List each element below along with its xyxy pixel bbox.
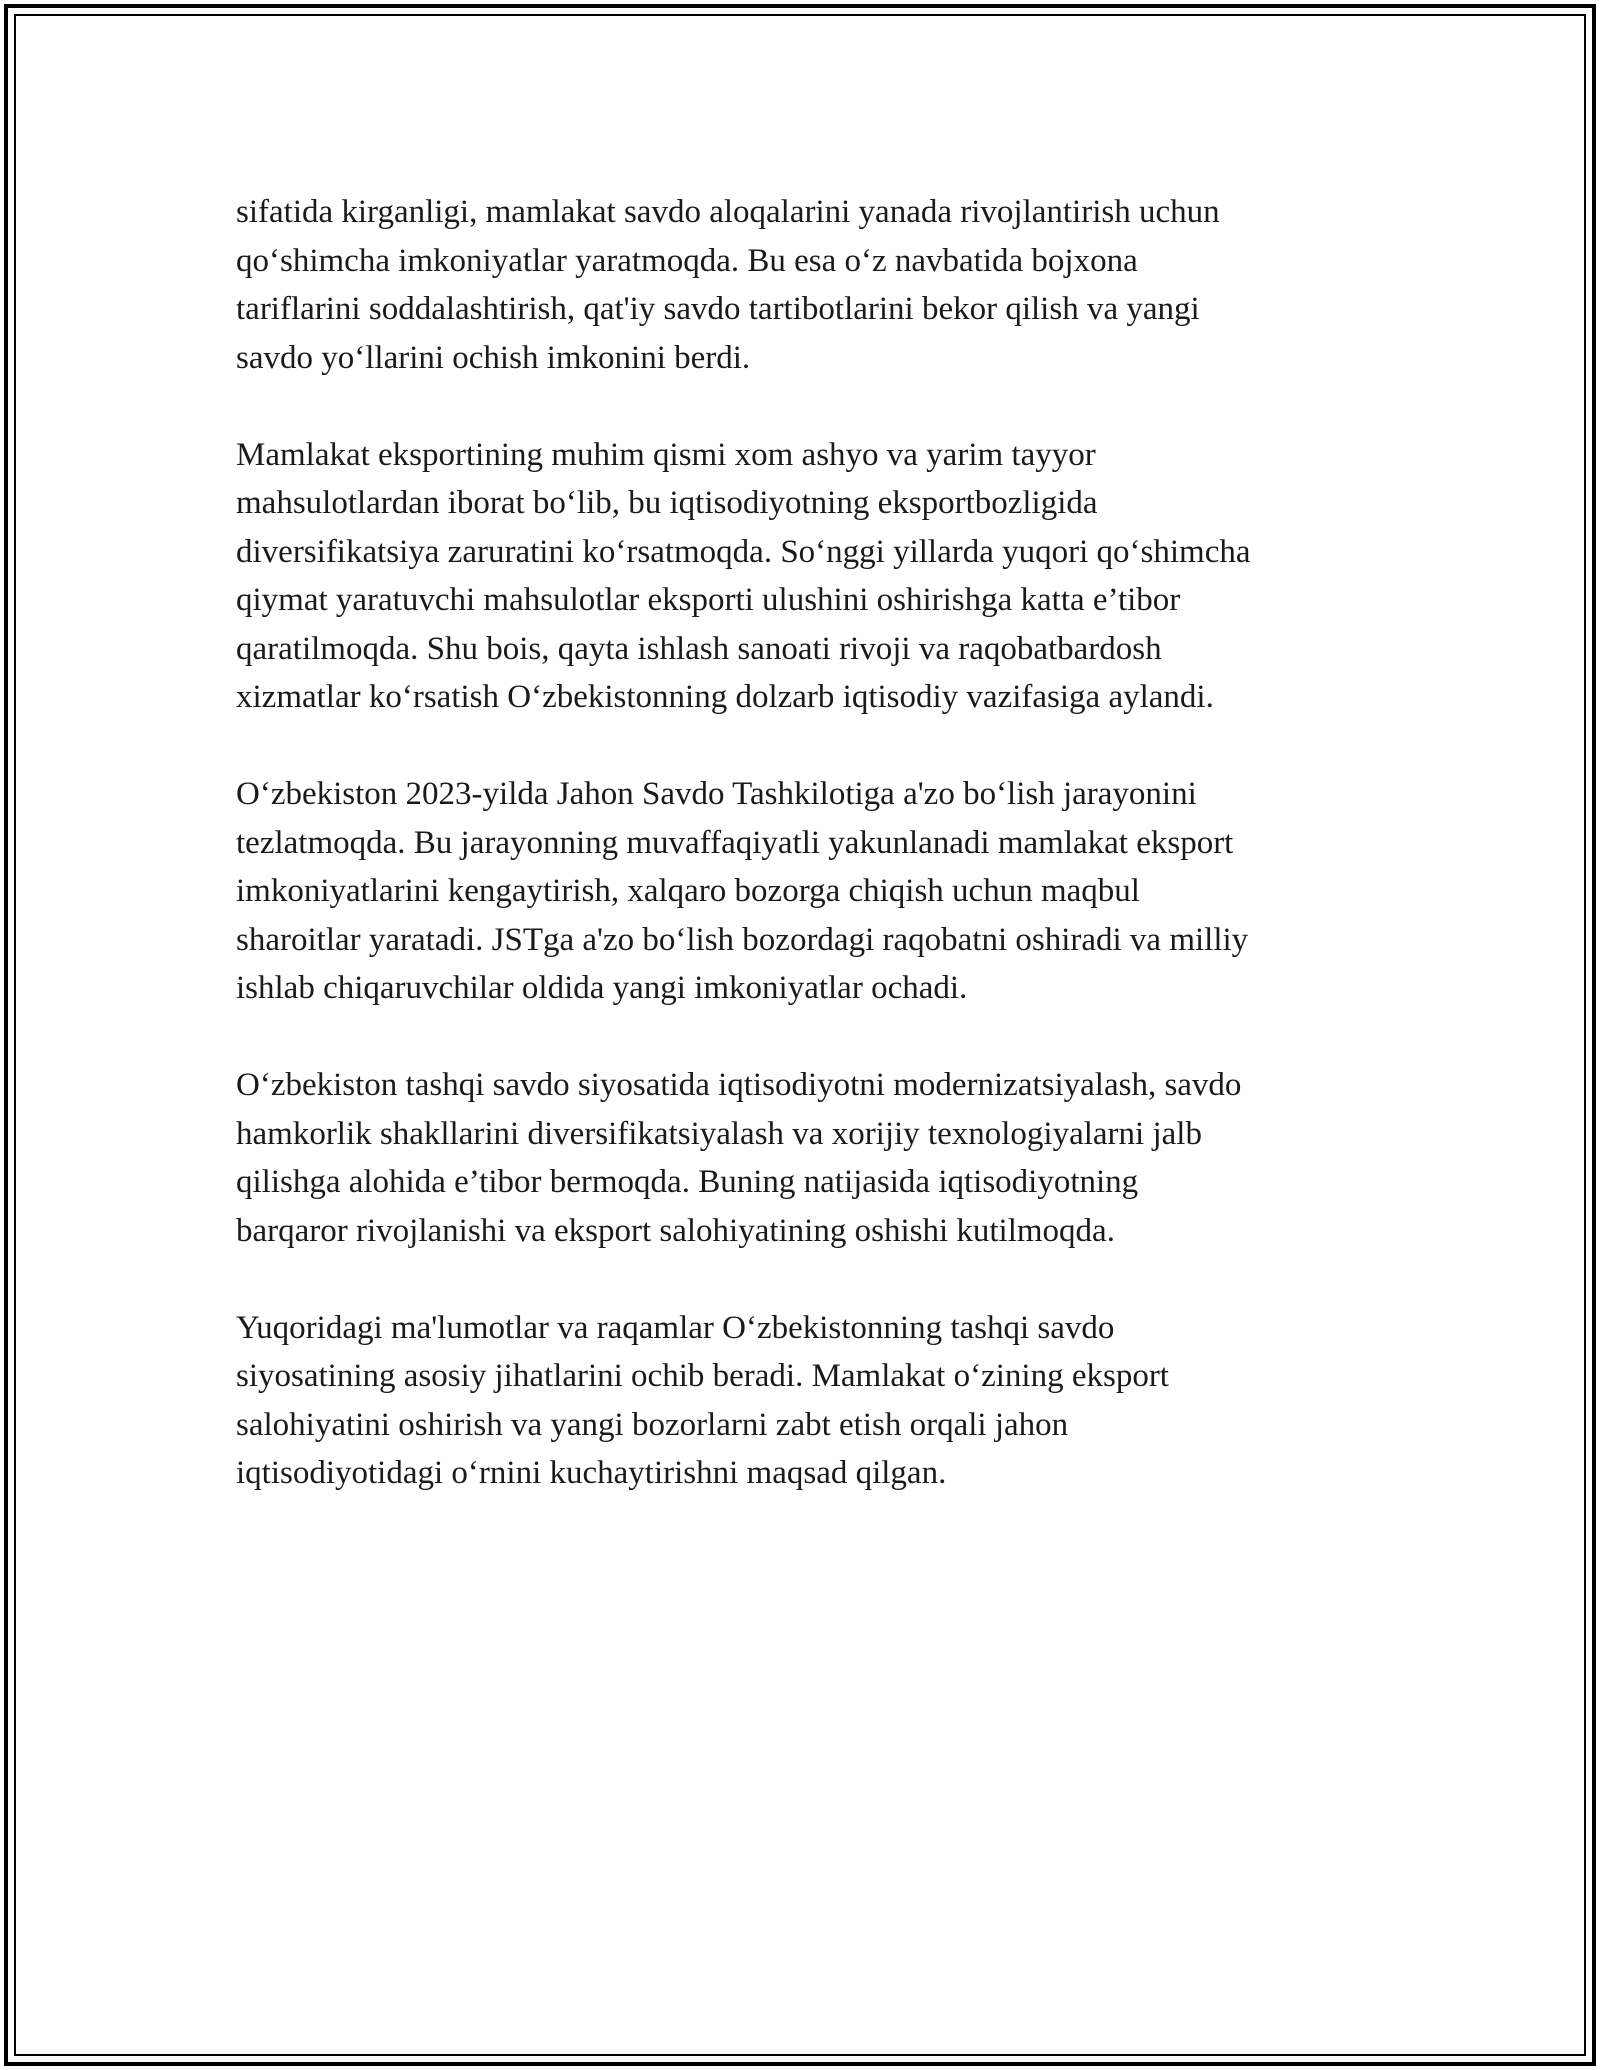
paragraph-5 xyxy=(236,1304,1376,1498)
text-line: ishlab chiqaruvchilar oldida yangi imkoniyatlar ochadi. xyxy=(236,970,968,1006)
text-line: Mamlakat eksportining muhim qismi xom ashyo va yarim tayyor xyxy=(236,436,1096,473)
text-line: O‘zbekiston tashqi savdo siyosatida iqtisodiyotni modernizatsiyalash, savdo xyxy=(236,1067,1242,1103)
text-line: O‘zbekiston 2023-yilda Jahon Savdo Tashkilotiga a'zo bo‘lish jarayonini xyxy=(236,776,1197,812)
text-line: Yuqoridagi ma'lumotlar va raqamlar O‘zbekistonning tashqi savdo xyxy=(236,1309,1115,1346)
text-line: barqaror rivojlanishi va eksport salohiyatining oshishi kutilmoqda. xyxy=(236,1212,1115,1249)
text-line: diversifikatsiya zaruratini ko‘rsatmoqda. So‘nggi yillarda yuqori qo‘shimcha xyxy=(236,533,1251,570)
document-body xyxy=(236,188,1376,1546)
text-line: xizmatlar ko‘rsatish O‘zbekistonning dolzarb iqtisodiy vazifasiga aylandi. xyxy=(236,679,1214,715)
text-line: sharoitlar yaratadi. JSTga a'zo bo‘lish bozordagi raqobatni oshiradi va milliy xyxy=(236,921,1249,958)
text-line: qo‘shimcha imkoniyatlar yaratmoqda. Bu esa o‘z navbatida bojxona xyxy=(236,242,1138,279)
paragraph-1 xyxy=(236,188,1376,382)
paragraph-3 xyxy=(236,770,1376,1013)
text-line: hamkorlik shakllarini diversifikatsiyalash va xorijiy texnologiyalarni jalb xyxy=(236,1115,1202,1152)
text-line: tezlatmoqda. Bu jarayonning muvaffaqiyatli yakunlanadi mamlakat eksport xyxy=(236,824,1234,861)
text-line: salohiyatini oshirish va yangi bozorlarni zabt etish orqali jahon xyxy=(236,1406,1069,1443)
text-line: sifatida kirganligi, mamlakat savdo aloqalarini yanada rivojlantirish uchun xyxy=(236,194,1220,230)
text-line: tariflarini soddalashtirish, qat'iy savdo tartibotlarini bekor qilish va yangi xyxy=(236,291,1200,327)
paragraph-2 xyxy=(236,431,1376,722)
text-line: qaratilmoqda. Shu bois, qayta ishlash sanoati rivoji va raqobatbardosh xyxy=(236,630,1162,667)
paragraph-4 xyxy=(236,1061,1376,1255)
text-line: mahsulotlardan iborat bo‘lib, bu iqtisodiyotning eksportbozligida xyxy=(236,485,1098,521)
text-line: qilishga alohida e’tibor bermoqda. Buning natijasida iqtisodiyotning xyxy=(236,1164,1139,1200)
text-line: qiymat yaratuvchi mahsulotlar eksporti ulushini oshirishga katta e’tibor xyxy=(236,582,1181,618)
text-line: siyosatining asosiy jihatlarini ochib beradi. Mamlakat o‘zining eksport xyxy=(236,1358,1169,1394)
text-line: imkoniyatlarini kengaytirish, xalqaro bozorga chiqish uchun maqbul xyxy=(236,873,1140,909)
text-line: iqtisodiyotidagi o‘rnini kuchaytirishni maqsad qilgan. xyxy=(236,1455,947,1491)
text-line: savdo yo‘llarini ochish imkonini berdi. xyxy=(236,339,751,376)
